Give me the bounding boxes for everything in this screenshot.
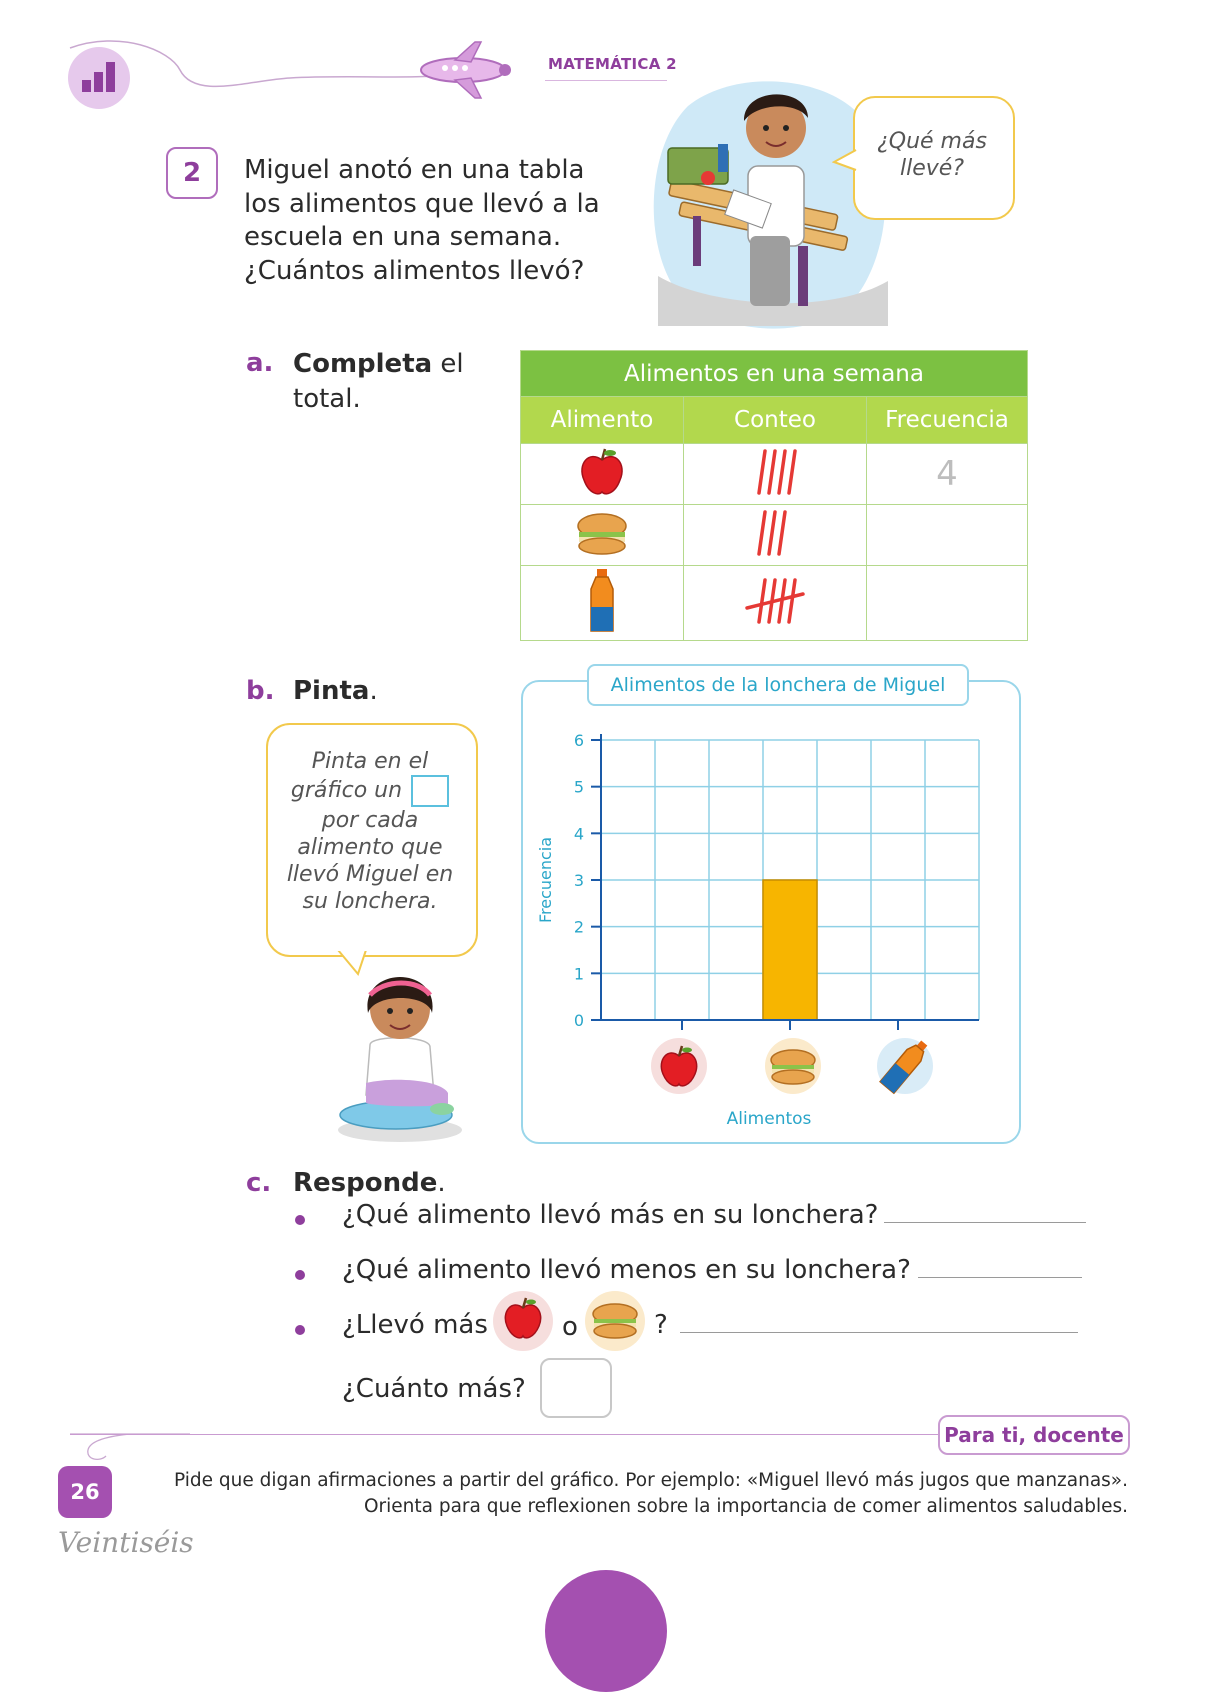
chart-title: Alimentos de la lonchera de Miguel: [587, 664, 969, 706]
part-b-label: b.: [246, 676, 275, 706]
docente-note: Pide que digan afirmaciones a partir del gráfico. Por ejemplo: «Miguel llevó más jugos que manzanas». Orienta para que reflexionen sobre la importancia de comer alimentos saludables.: [174, 1470, 1128, 1517]
exercise-statement: Miguel anotó en una tabla los alimentos que llevó a la escuela en una semana. ¿Cuántos alimentos llevó?: [244, 155, 600, 286]
docente-rule: [70, 1434, 940, 1435]
bar-sandwich: [763, 880, 817, 1020]
y-tick-label: 6: [573, 731, 585, 750]
chart-x-ticks: [682, 1020, 898, 1030]
bullet: [295, 1325, 305, 1335]
y-axis-label: Frecuencia: [536, 836, 555, 924]
y-tick-label: 3: [573, 871, 585, 890]
apple-icon: [579, 446, 625, 498]
sandwich-icon: [771, 1050, 815, 1084]
frequency-value[interactable]: [867, 505, 1028, 566]
tally-marks-3: [745, 508, 805, 558]
part-c-instruction: Responde.: [293, 1168, 446, 1198]
y-tick-label: 1: [573, 964, 585, 984]
answer-box-how-many[interactable]: [540, 1358, 612, 1418]
sandwich-icon: [574, 510, 630, 556]
chart-y-ticks: [574, 731, 601, 1030]
question-least: ¿Qué alimento llevó menos en su lonchera?: [342, 1255, 911, 1285]
category-juice: [877, 1037, 933, 1094]
bar-chart: [521, 700, 1017, 1140]
bottom-decoration: [545, 1570, 667, 1692]
table-cell-food: [521, 566, 684, 641]
decorative-swirl-line: [70, 1416, 190, 1466]
answer-line-compare[interactable]: [680, 1332, 1078, 1333]
table-header-alimento: Alimento: [521, 397, 684, 444]
question-how-many-more: ¿Cuánto más?: [342, 1374, 526, 1404]
apple-icon: [492, 1290, 554, 1352]
docente-label: Para ti, docente: [938, 1415, 1130, 1455]
part-b-instruction: Pinta.: [293, 676, 378, 706]
answer-line-most[interactable]: [884, 1222, 1086, 1223]
bullet: [295, 1215, 305, 1225]
table-title: Alimentos en una semana: [521, 351, 1028, 397]
answer-line-least[interactable]: [918, 1277, 1082, 1278]
part-c-label: c.: [246, 1168, 272, 1198]
bullet: [295, 1270, 305, 1280]
table-row: [521, 444, 1028, 505]
frequency-value[interactable]: [867, 566, 1028, 641]
airplane-icon: [415, 40, 515, 102]
y-tick-label: 4: [573, 824, 585, 844]
page-number: 26: [58, 1466, 112, 1518]
category-sandwich: [765, 1038, 821, 1094]
table-cell-tally: [684, 566, 867, 641]
y-tick-label: 0: [573, 1011, 585, 1030]
table-cell-tally: [684, 505, 867, 566]
instruction-bubble-text: Pinta en el gráfico un por cada alimento que llevó Miguel en su lonchera.: [286, 749, 454, 914]
part-a-label: a.: [246, 348, 274, 378]
table-cell-food: [521, 444, 684, 505]
frequency-value[interactable]: 4: [867, 444, 1028, 505]
tally-table: [520, 350, 1028, 641]
juice-bottle-icon: [587, 567, 617, 635]
chart-bars: [763, 880, 817, 1020]
page-number-word: Veintiséis: [58, 1526, 194, 1559]
tally-marks-4: [745, 447, 805, 497]
y-tick-label: 5: [573, 777, 585, 797]
table-cell-food: [521, 505, 684, 566]
sandwich-icon: [584, 1290, 646, 1352]
girl-sitting-illustration: [330, 965, 480, 1145]
tally-marks-5: [743, 576, 807, 626]
part-a-instruction: Completa el total.: [293, 349, 464, 414]
boy-speech-text: ¿Qué más llevé?: [877, 129, 987, 181]
header-title: MATEMÁTICA 2: [548, 55, 677, 73]
question-compare-or: o: [562, 1312, 578, 1342]
table-row: [521, 505, 1028, 566]
y-tick-label: 2: [573, 917, 585, 937]
question-most: ¿Qué alimento llevó más en su lonchera?: [342, 1200, 879, 1230]
x-axis-label: Alimentos: [726, 1109, 812, 1129]
table-cell-tally: [684, 444, 867, 505]
table-row: [521, 566, 1028, 641]
question-compare-start: ¿Llevó más: [342, 1310, 488, 1340]
question-compare-end: ?: [654, 1310, 668, 1340]
category-apple: [651, 1038, 707, 1094]
exercise-number: 2: [166, 147, 218, 199]
table-header-frecuencia: Frecuencia: [867, 397, 1028, 444]
table-header-conteo: Conteo: [684, 397, 867, 444]
grid-square-icon: [411, 775, 449, 807]
